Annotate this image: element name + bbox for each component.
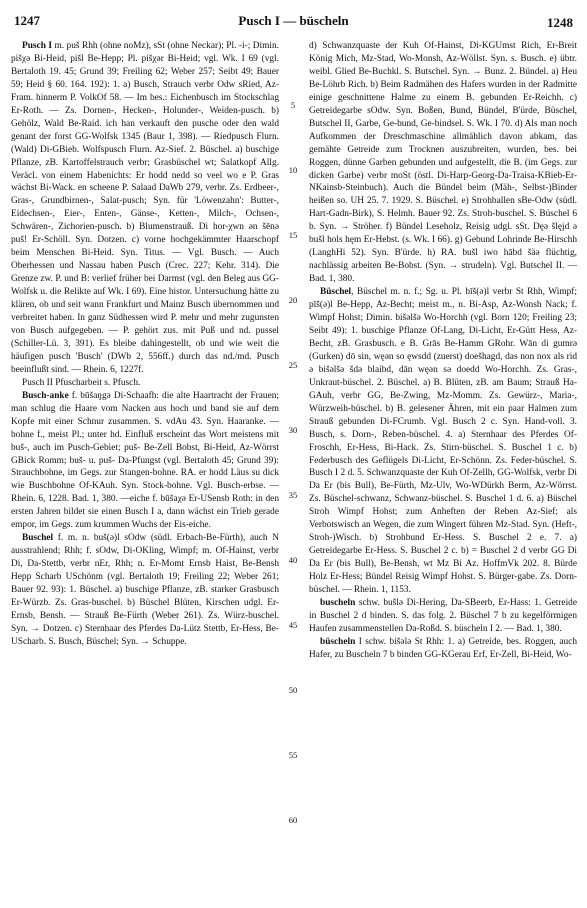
line-number: 55: [288, 750, 298, 760]
entry-headword: Busch-anke: [22, 390, 69, 401]
entry-buschel: [11, 532, 279, 649]
entry-busch-anke: [11, 390, 279, 532]
entry-text: f. būšaŋgə Di-Schaafh: die alte Haartracht der Frauen; man schlug die Haare vom Nacken aus hoch und band sie auf dem Kopfe mit einer Schnur zusammen. S. vdAu 43. Syn. Haaranke. —bohne f., meist Pl.; unter hd. Einfluß erscheint das Wort meistens mit buš-, auch im Pusch-Gebiet; puš- Be-Zell Bobst, Bi-Heid, Az-Wörrst GBick Romm; buš- u. puš- Da-Pfungst (vgl. Bertaloth 45; Grund 39): Strauchbohne, im Gegs. zur Stangen-bohne. RA. er hodd Läus su dick wie Buschbohne Of-KAuh. Syn. Stock-bohne. Vgl. Busch-erbse. — Rhein. 6, 1228. Bad. 1, 380. —eiche f. būšaχə Er-USensb Roth: in den ersten Jahren bildet sie einen Busch I a, dann wächst ein Trieb gerade empor, im Gegs. zum krummen Wuchs der Eis-eiche.: [11, 390, 279, 531]
entry-buschel-cont: [309, 40, 577, 286]
entry-text: Pusch II Pfuscharbeit s. Pfusch.: [22, 377, 141, 388]
entry-text: m. puš Rhh (ohne noMz), sSt (ohne Neckar); Pl. -i-; Dimin. pišχə Bi-Heid, pišl Be-Hepp; Pl. pišχər Bi-Heid; vgl. Wk. I 69 (vgl. Bertaloth 19. 45; Grund 39; Freiling 62; Weber 257; Seibt 49; Bauer 59; Heid § 60. 164. 192): 1. a) Busch, Strauch verbr Odw sRied, Az-Fram. hinnerm P. VolkOf 58. — Im bes.: Eichenbusch im Stockschlag Er-Roth. — Zs. Dornen-, Hecken-, Holunder-, Weiden-pusch. b) Gehölz, Wald Be-Raid. ich han verkauft den pusche oder den wald genant der forst GG-Wolfsk 1345 (Baur 1, 398). — Riedpusch Flurn. (Wald) Di-GBieb. Wolfspusch Flurn. Az-Sief. 2. Büschel. a) buschige Pflanze, zB. Kartoffelstrauch verbr; Grasbüschel wt; Salatkopf Allg. Veräcl. von einem Habenichts: Er hodd nedd so veel wo e P. Gras wächst Bi-Wack. en scheene P. Salaad DaWb 279, verbr. Zs. Erdbeer-, Gras-, Grundbirnen-, Salat-pusch; Syn. für 'Löwenzahn': Butter-, Eidechsen-, Eier-, Enten-, Gänse-, Ketten-, Milch-, Ochsen-, Schwären-, Zichorien-pusch. b) Blumenstrauß. Di hor-χwn ən šēnə puš! Er-Schöll. Syn. Dotzen. c) vorne hochgekämmter Haarschopf beim Menschen Bi-Heid. Syn. Titus. — Vgl. Busch. — Auch Oberhessen und Nassau haben Pusch (Crec. 227; Kehr. 314). Die Grenze zw. P. und B: verlief früher bei Darmst (vgl. den Beleg aus GG-Wolfsk u. die Relikte auf Wk. I 69). Eine histor. Untersuchung hätte zu klären, ob und seit wann Frankfurt und Mainz Busch übernommen und verbreitet haben. In ganz Südhessen wird P. mehr und mehr zugunsten von Busch aufgegeben. — P. gehört zus. mit Puß und nd. pussel (Schiller-Lü. 3, 391). Es bleibe dahingestellt, ob und wie weit die häufigen pusch 'Busch' (DWb 2, 556ff.) durch das nd./md. Pusch beeinflußt sind. — Rhein. 6, 1227f.: [11, 41, 279, 375]
left-column: [11, 40, 279, 649]
page-title: Pusch I — büscheln: [238, 13, 349, 28]
entry-buscheln: [309, 597, 577, 636]
line-number: 15: [288, 230, 298, 240]
entry-headword: büscheln: [320, 636, 356, 647]
line-number: 40: [288, 555, 298, 565]
entry-headword: Buschel: [22, 533, 54, 544]
line-number: 45: [288, 620, 298, 630]
entry-text: f. m. n. buš(ə)l sOdw (südl. Erbach-Be-Fürth), auch N ausstrahlend; Rhh; f. sOdw, Di-OKling, Wimpf; m. Of-Hainst, verbr Di, Da-Stettb, verbr nEr, Rhh; n. Er-Momt Ernsb Haist, Be-Bensh Hepp Scharb USchönm (vgl. Bertaloth 19; Freiling 22; Weber 261; Bauer 92. 93): 1. Büschel. a) buschige Pflanze, zB. starker Grasbusch Er-Würzb. Zs. Gras-buschel. b) Büschel Blüten, Kirschen udgl. Er-Ernsb, Bensh. — Strauß Be-Fürth (Weber 261). Zs. Würz-buschel. Syn. → Dotzen. c) Sternhaar des Pferdes Da-Lütz Stettb, Er-Hess, Be-UScharb. S. Busch, Büschel; Syn. → Schuppe.: [11, 533, 279, 647]
entry-bueschel: [309, 286, 577, 597]
entry-pusch-i: [11, 40, 279, 377]
entry-text: d) Schwanzquaste der Kuh Of-Hainst, Di-KGUmst Rich, Er-Breit König Mich, Mz-Stad, Wo-Monsh, Az-Wöllst. Syn. s. Busch. e) übtr. weibl. Glied Be-Buchkl. S. Butschel. Syn. → Bunz. 2. Bündel. a) Heu Be-Löhrb Rich. b) Beim Radmähen des Hafers wurden in der Radmitte einige geschnittene Halme zu einem B. gebunden Er-Reichh. c) Getreidegarbe sOdw. Syn. Boßen, Bund, Bündel, B'ürde, Büschel, Butschel II, Garbe, Ge-bund, Ge-bindsel. S. Wk. I 70. d) Als man noch Aufkommen der Dreschmaschine allmählich davon abkam, das gemähte Getreide zum Trocknen auszubreiten, wurden, bes. bei Roggen, dünne Garben gebunden und aufgestellt, die B. (im Gegs. zur dicken Garbe) verbr moSt (östl. Di-Harp-Georg-Da-Traisa-KBieb-Er-NKainsb-Steinbuch). Auch die Bündel beim (Mäh-, Selbst-)Binder heißen so. UH 25. 7. 1929. S. Büschel. e) Strohballen sBe-Odw (südl. Hart-Gadn-Birk), S. Helmh. Bauer 92. Zs. Stroh-buschel. S. Büschel 6 b. Syn. → Ströher. f) Bündel Leseholz, Reisig udgl. sSt. Dęə šlęįd ə bušl hols hęm Er-Hebst. (s. Wk. I 66). g) Gebund Lohrinde Be-Hirschh (LanghHi 52). Syn. B'ürde. h) RA. bušl iwo hābd šäə flüchtig, nachlässig arbeiten Be-Bobst. (Syn. → strudeln). Vgl. Butschel II. — Bad. 1, 380.: [309, 41, 577, 285]
right-column: [309, 40, 577, 662]
entry-text: I schw. bišələ St Rhh: 1. a) Getreide, bes. Roggen, auch Hafer, zu Buscheln 7 b binden GG-KGerau Erf, Er-Zell, Bi-Heid, Wo-: [309, 636, 577, 660]
line-number: 35: [288, 490, 298, 500]
page-number-left: 1247: [14, 13, 40, 28]
line-number: 30: [288, 425, 298, 435]
entry-pusch-ii: [11, 377, 279, 390]
line-number: 5: [290, 100, 296, 110]
line-number: 10: [288, 165, 298, 175]
entry-headword: Pusch I: [22, 41, 52, 51]
entry-headword: Büschel: [320, 287, 352, 298]
line-number: 25: [288, 360, 298, 370]
page-header: [14, 13, 573, 31]
line-number: 60: [288, 815, 298, 825]
line-number: 50: [288, 685, 298, 695]
entry-bueschelnI: [309, 636, 577, 662]
line-number: 20: [288, 295, 298, 305]
entry-text: schw. bušlə Di-Hering, Da-SBeerb, Er-Hass: 1. Getreide in Buschel 2 d binden. S. das folg. 2. Büschel 7 b zu kegelförmigen Haufen zusammenstellen Da-Roßd. S. büscheln I 2. — Bad. 1, 380.: [309, 597, 577, 634]
entry-text: , Büschel m. n. f.; Sg. u. Pl. bīš(ə)l verbr St Rhh, Wimpf; pīš(ə)l Be-Hepp, Az-Becht; meist m., n. Bi-Asp, Az-Wonsh Nack; f. Wimpf Hohst; Dimin. bišəlšə Wo-Horchh (vgl. Born 120; Freiling 23; Seibt 49): 1. buschige Pflanze Of-Lang, Di-Licht, Er-Gütt Hess, Az-Becht, zB. Grasbusch. e B. Grās Be-Hamm GRohr. Wān di gumrə (Gurken) dō sin, węən so ęwsdd (zuerst) doešhagd, das non nox als rid ə bišəlšə šdə blaibd, dān węən sə doedd Wo-Horchh. Zs. Gras-, Unkraut-büschel. 2. Büschel. a) B. Blüten, zB. am Baum; Strauß Ha-GAuh, verbr GG, Be-Zwing, Mz-Momm. Zs. Gewürz-, Maria-, Würzweih-büschel. b) B. gelesener Ähren, mit ein paar Halmen zum Strauß gebunden Di-FCrumb. Vgl. Busch 2 c. Syn. Hand-voll. 3. Busch, s. Dorn-, Reben-büschel. 4. a) Sternhaar des Pferdes Of-Froschh, Er-Hess, Bi-Hack. Zs. Stirn-büschel. S. Buschel 1 c. b) Federbusch des Geflügels Di-Licht, Er-Schönn. Zs. Feder-büschel. S. Busch I 2 d. 5. Schwanzquaste der Kuh Of-Zellh, GG-Wolfsk, verbr Di Da Er (bis Bull), Be-Fürth, Mz-Ulv, Wo-WDürkh Berm, Az-Wörrst. Zs. Büschel-schwanz, Schwanz-büschel. S. Buschel 1 d. 6. a) Büschel Stroh Wimpf Hohst; zum Anheften der Reben Az-Sief; als Verbotswisch an Wegen, die zum Wingert führen Mz-Stad. Syn. (Heft-, Stroh-)Wisch. b) Strohbund Er-Hess. S. Buschel 2 e. 7. a) Getreidegarbe Er-Hess. S. Buschel 2 c. b) = Buschel 2 d verbr GG Di Da Er (bis Bull), Be-Bensh, wt Mz Bi Az. HoffmVk 202. 8. Bürde Holz Er-Hess; Bündel Reisig Wimpf Hohst. S. Bürger-gabe. Zs. Dorn-büschel. — Rhein. 1, 1153.: [309, 287, 577, 596]
entry-headword: buscheln: [320, 597, 356, 608]
page-number-right: 1248: [547, 15, 573, 30]
